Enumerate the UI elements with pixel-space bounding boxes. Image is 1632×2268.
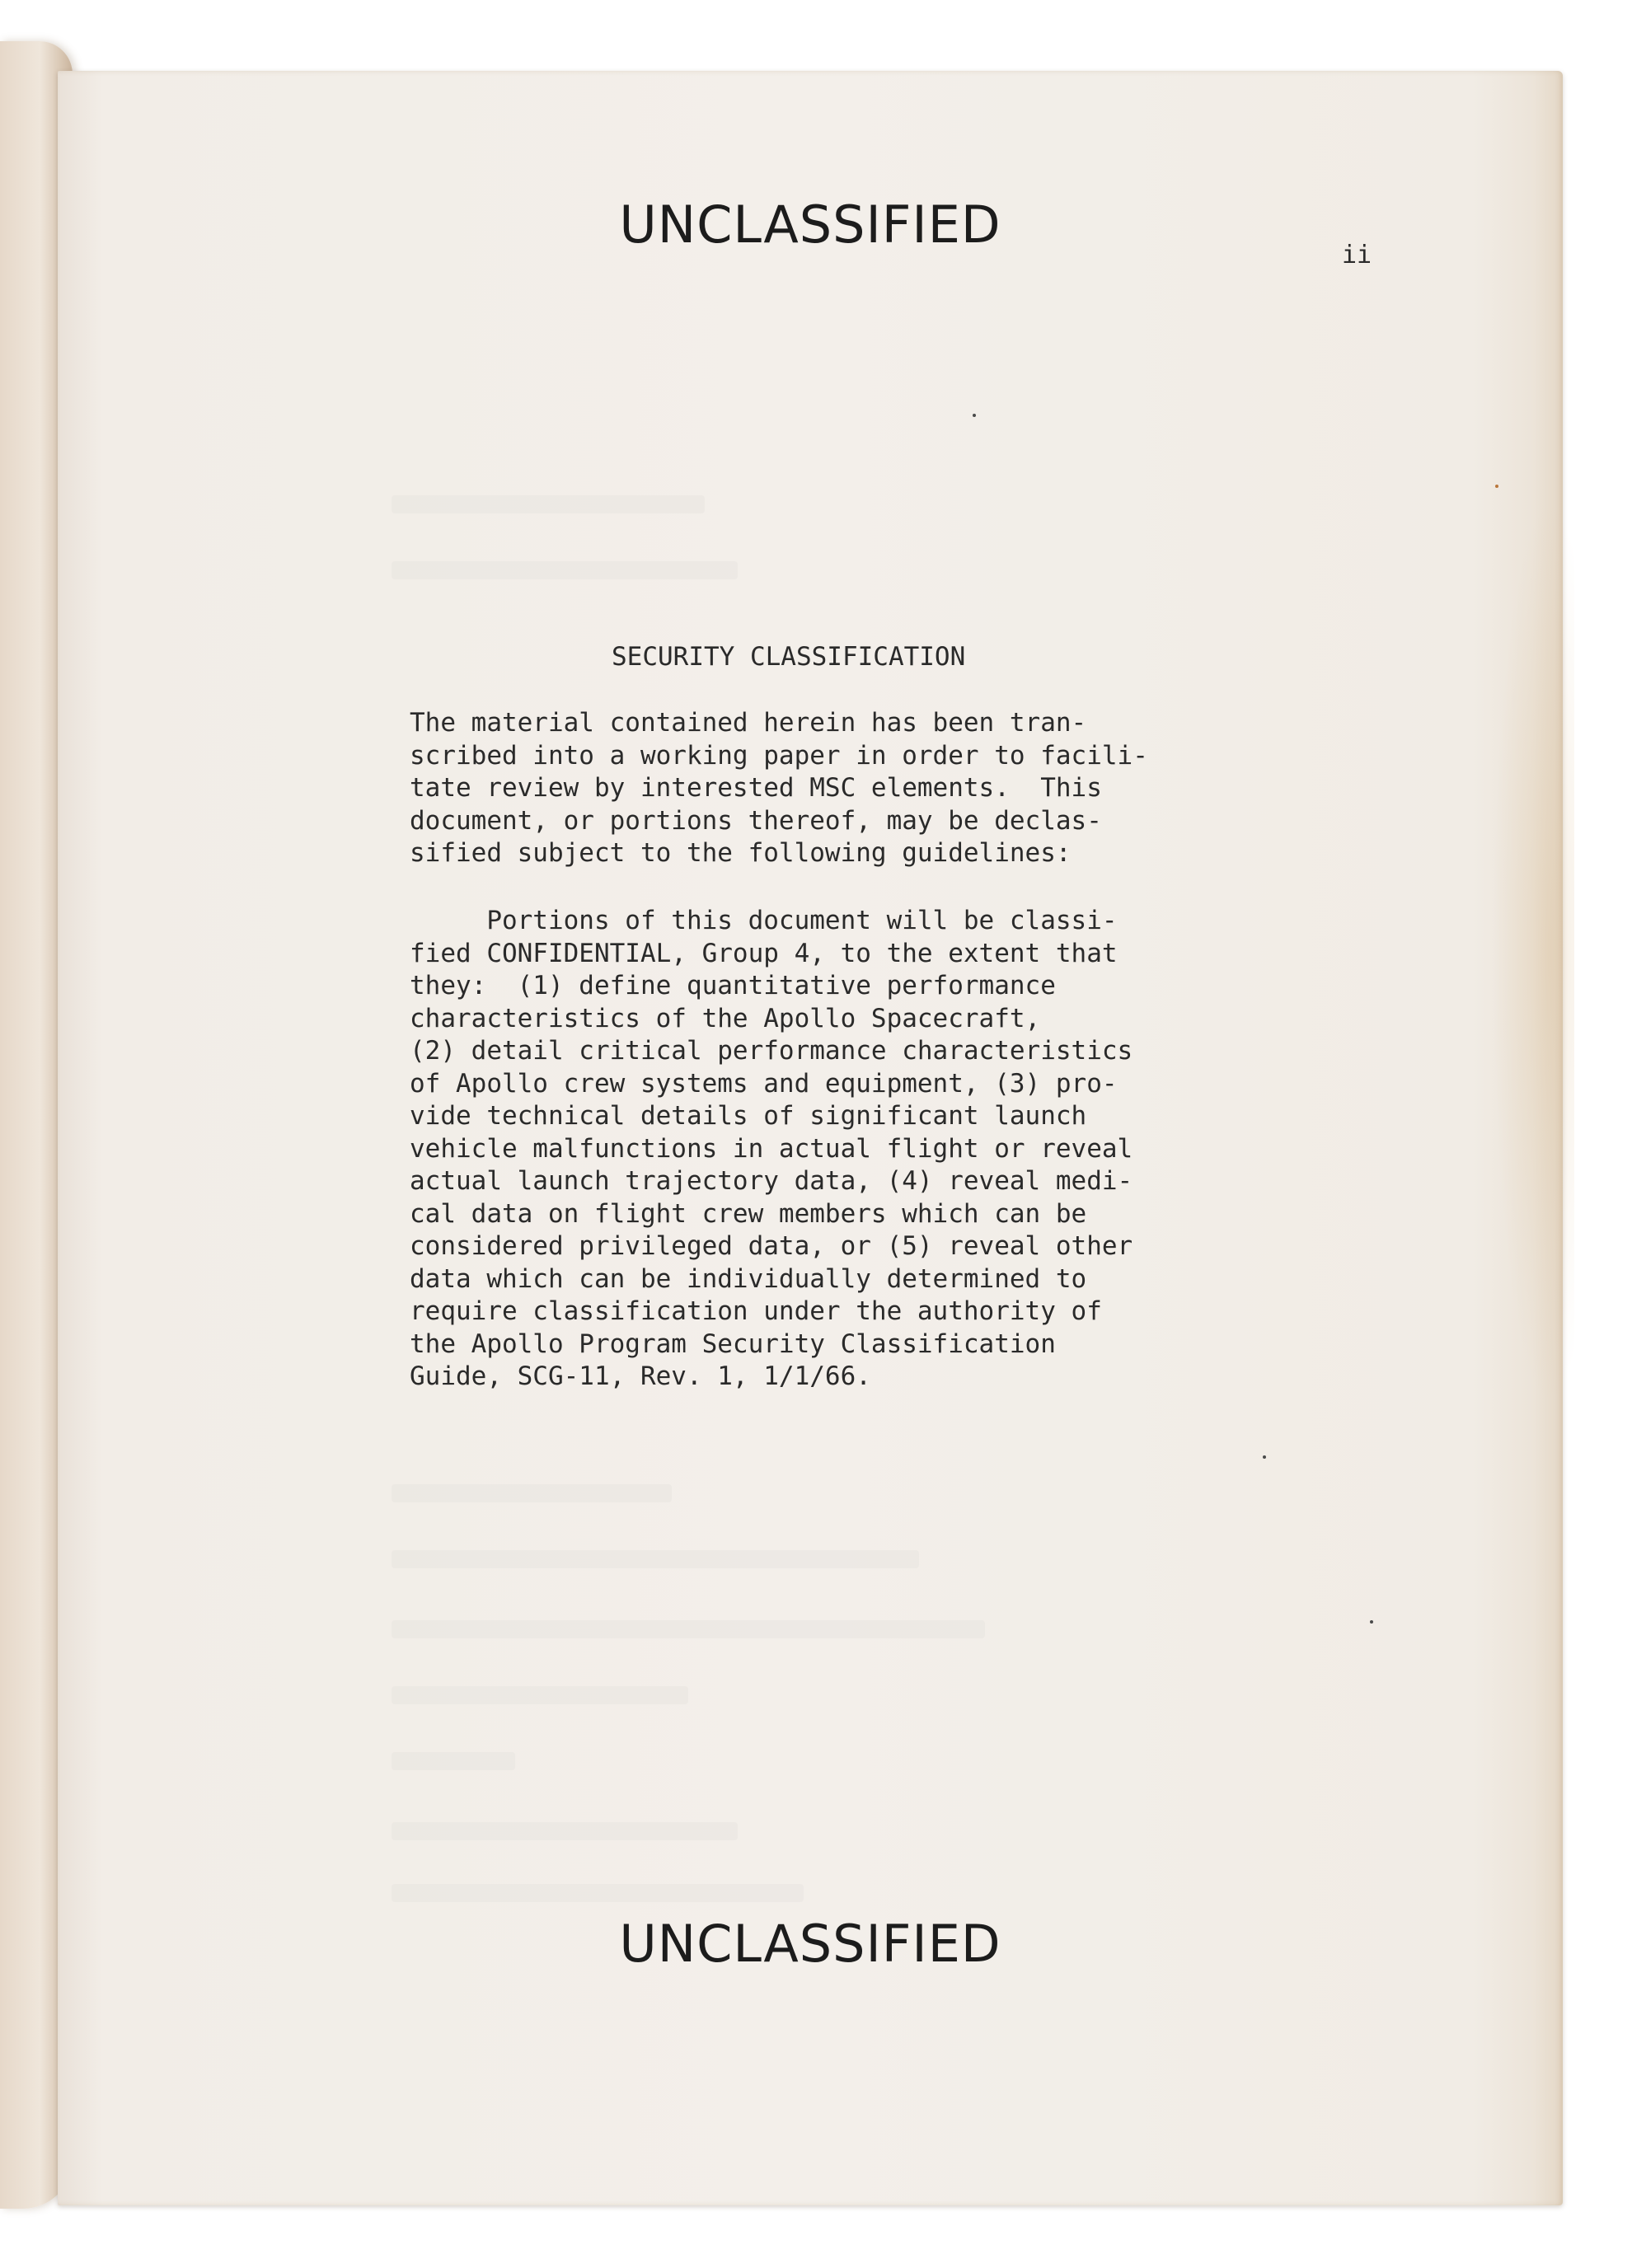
paper-speck	[1495, 485, 1498, 488]
paper-speck	[973, 414, 976, 417]
typed-line: cal data on flight crew members which can be	[410, 1198, 1087, 1229]
typed-line: Portions of this document will be classi-	[410, 906, 1118, 935]
typed-line: (2) detail critical performance characteristics	[410, 1036, 1133, 1066]
typed-line: data which can be individually determined to	[410, 1263, 1087, 1294]
typed-line: considered privileged data, or (5) reveal other	[410, 1231, 1133, 1261]
typed-line: sified subject to the following guidelines:	[410, 838, 1072, 868]
bleed-through-line	[392, 1686, 688, 1704]
paper-speck	[1370, 1620, 1373, 1624]
bleed-through-line	[392, 1822, 738, 1840]
section-heading: SECURITY CLASSIFICATION	[612, 642, 966, 672]
paper-stain	[1492, 499, 1574, 1406]
typed-line: vehicle malfunctions in actual flight or reveal	[410, 1133, 1133, 1164]
guidelines-paragraph	[410, 905, 1133, 1394]
paper-speck	[1263, 1455, 1266, 1459]
bleed-through-line	[392, 1752, 515, 1770]
typed-line: characteristics of the Apollo Spacecraft,	[410, 1003, 1041, 1033]
typed-line: actual launch trajectory data, (4) reveal medi-	[410, 1166, 1133, 1196]
typed-line: The material contained herein has been tran-	[410, 708, 1087, 738]
bleed-through-line	[392, 561, 738, 579]
typed-line: the Apollo Program Security Classification	[410, 1328, 1056, 1359]
bleed-through-line	[392, 1484, 672, 1502]
typed-line: scribed into a working paper in order to facili-	[410, 740, 1148, 771]
bleed-through-line	[392, 1884, 804, 1902]
classification-stamp-top: UNCLASSIFIED	[619, 194, 1001, 255]
typed-line: of Apollo crew systems and equipment, (3) pro-	[410, 1068, 1118, 1099]
typed-line: tate review by interested MSC elements. This	[410, 773, 1102, 803]
typed-line: require classification under the authority of	[410, 1296, 1102, 1326]
bleed-through-line	[392, 495, 705, 513]
typed-line: fied CONFIDENTIAL, Group 4, to the extent that	[410, 938, 1118, 968]
intro-paragraph	[410, 707, 1148, 870]
bleed-through-line	[392, 1620, 985, 1638]
page-number: ii	[1342, 241, 1372, 269]
typed-line: vide technical details of significant launch	[410, 1101, 1087, 1131]
typed-line: document, or portions thereof, may be declas-	[410, 805, 1102, 836]
typed-line: they: (1) define quantitative performance	[410, 971, 1056, 1000]
classification-stamp-bottom: UNCLASSIFIED	[619, 1914, 1001, 1974]
bleed-through-line	[392, 1550, 919, 1568]
document-page	[58, 71, 1563, 2205]
typed-line: Guide, SCG-11, Rev. 1, 1/1/66.	[410, 1361, 871, 1391]
